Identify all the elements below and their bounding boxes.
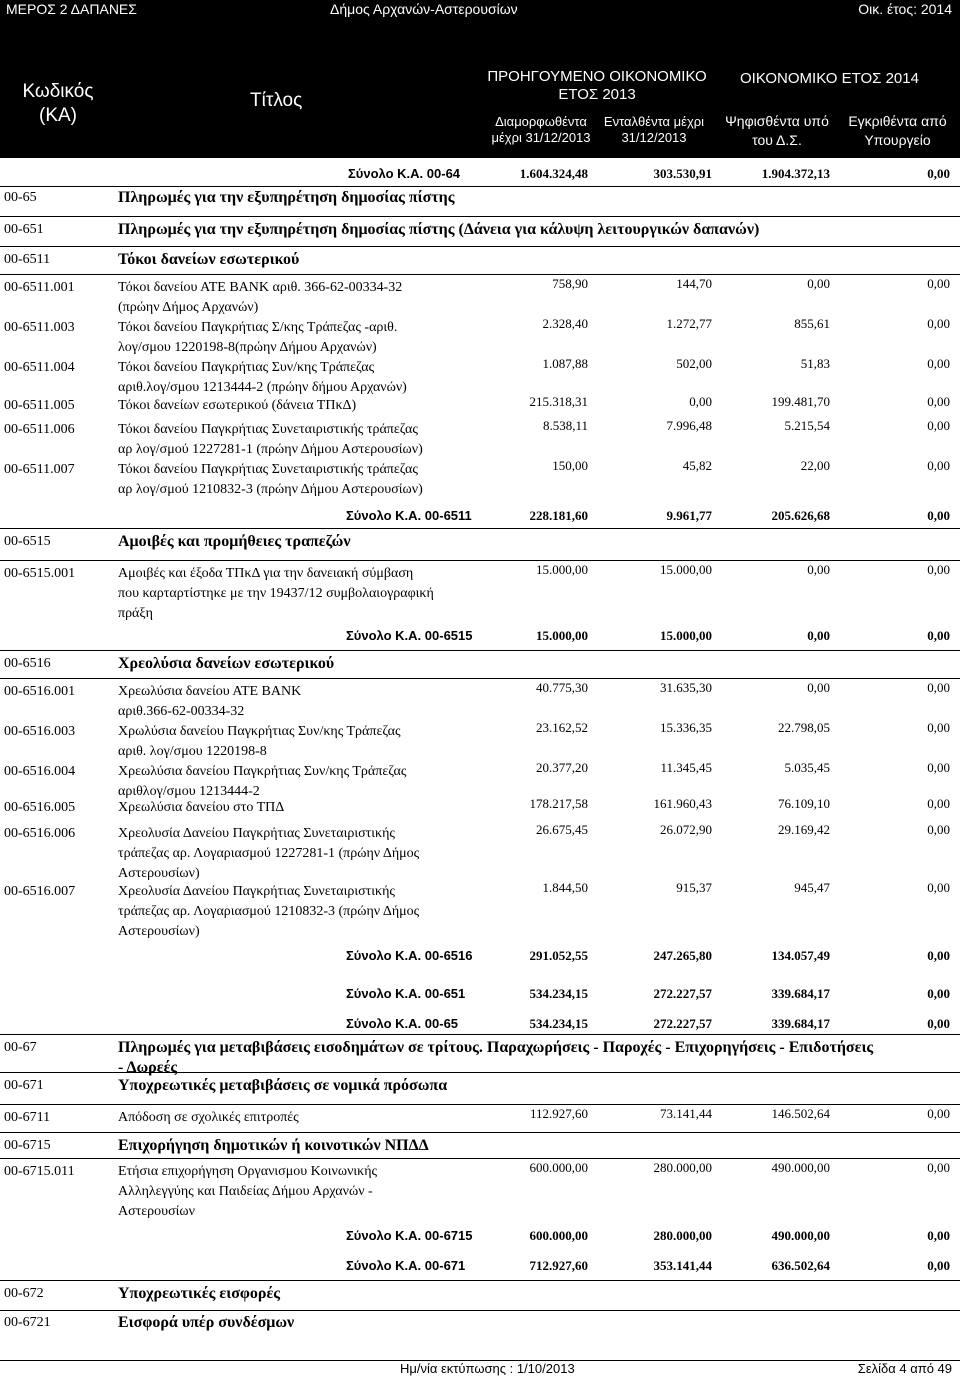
row-code: 00-65: [4, 190, 37, 205]
section-rule: [0, 1072, 960, 1073]
value-cell: 215.318,31: [529, 394, 588, 409]
subtotal-value: 0,00: [927, 948, 950, 963]
row-description: Αμοιβές και έξοδα ΤΠκΔ για την δανειακή σύμβαση: [118, 566, 414, 581]
row-code: 00-672: [4, 1286, 44, 1301]
value-cell: 0,00: [927, 276, 950, 291]
row-description: τράπεζας αρ. Λογαριασμού 1210832-3 (πρώην Δήμος: [118, 904, 420, 919]
value-cell: 22.798,05: [778, 720, 830, 735]
row-description: αρ λογ/σμού 1227281-1 (πρώην Δήμου Αστερουσίων): [118, 442, 423, 457]
value-cell: 51,83: [800, 356, 830, 371]
section-title-cont: - Δωρεές: [118, 1059, 178, 1076]
subtotal-value: 0,00: [927, 1016, 950, 1031]
value-cell: 11.345,45: [660, 760, 712, 775]
value-cell: 945,47: [794, 880, 830, 895]
section-title: Υποχρεωτικές εισφορές: [118, 1285, 281, 1302]
subtotal-value: 15.000,00: [536, 628, 588, 643]
value-cell: 1.272,77: [666, 316, 712, 331]
section-title: Χρεολύσια δανείων εσωτερικού: [118, 655, 335, 672]
row-code: 00-6511.004: [4, 360, 75, 375]
row-code: 00-6511.007: [4, 462, 75, 477]
fiscal-year-label: Οικ. έτος: 2014: [858, 1, 952, 17]
row-code: 00-6516.007: [4, 884, 76, 899]
row-description: Τόκοι δανείου ΑΤΕ BANK αριθ. 366-62-00334-32: [118, 280, 403, 295]
row-code: 00-6516.006: [4, 826, 76, 841]
value-cell: 0,00: [927, 562, 950, 577]
value-cell: 26.072,90: [660, 822, 712, 837]
subtotal-value: 0,00: [927, 986, 950, 1001]
row-code: 00-6515: [4, 534, 51, 549]
row-code: 00-6516.003: [4, 724, 76, 739]
value-cell: 490.000,00: [771, 1160, 830, 1175]
row-description: Χρεωλύσια δανείου ΑΤΕ BANK: [118, 684, 302, 699]
section-title: Υποχρεωτικές μεταβιβάσεις σε νομικά πρόσωπα: [118, 1077, 448, 1094]
value-cell: 0,00: [927, 458, 950, 473]
section-rule: [0, 1132, 960, 1133]
section-rule: [0, 246, 960, 247]
section-rule: [0, 216, 960, 217]
table-header: [0, 18, 960, 158]
row-code: 00-651: [4, 222, 44, 237]
value-cell: 144,70: [676, 276, 712, 291]
value-cell: 7.996,48: [666, 418, 712, 433]
row-code: 00-6515.001: [4, 566, 76, 581]
municipality-label: Δήμος Αρχανών-Αστερουσίων: [330, 1, 518, 17]
row-code: 00-671: [4, 1078, 44, 1093]
row-description: Αλληλεγγύης και Παιδείας Δήμου Αρχανών -: [118, 1184, 373, 1199]
row-description: Χρεωλύσια δανείου Παγκρήτιας Συν/κης Τράπεζας: [118, 764, 407, 779]
subtotal-label: Σύνολο Κ.Α. 00-671: [346, 1258, 466, 1273]
row-description: Χρεωλύσια δανείου στο ΤΠΔ: [118, 800, 285, 815]
row-code: 00-6721: [4, 1315, 51, 1330]
subtotal-label: Σύνολο Κ.Α. 00-6715: [346, 1228, 473, 1243]
header-code: Κωδικός (ΚΑ): [22, 81, 94, 126]
value-cell: 31.635,30: [660, 680, 712, 695]
value-cell: 40.775,30: [536, 680, 588, 695]
row-description: αριθ.λογ/σμου 1213444-2 (πρώην δήμου Αρχανών): [118, 380, 407, 395]
subtotal-value: 205.626,68: [771, 508, 830, 523]
header-title: Τίτλος: [250, 90, 303, 111]
value-cell: 45,82: [682, 458, 712, 473]
value-cell: 5.215,54: [784, 418, 830, 433]
row-description: τράπεζας αρ. Λογαριασμού 1227281-1 (πρώην Δήμος: [118, 846, 420, 861]
value-cell: 161.960,43: [653, 796, 712, 811]
value-cell: 0,00: [927, 822, 950, 837]
row-code: 00-6516: [4, 656, 51, 671]
value-cell: 26.675,45: [536, 822, 588, 837]
subtotal-value: 636.502,64: [771, 1258, 830, 1273]
subtotal-label: Σύνολο Κ.Α. 00-6515: [346, 628, 473, 643]
subtotal-value: 0,00: [927, 628, 950, 643]
row-description: Τόκοι δανείου Παγκρήτιας Συνεταιριστικής τράπεζας: [118, 422, 418, 437]
value-cell: 0,00: [689, 394, 712, 409]
row-code: 00-6511.005: [4, 398, 75, 413]
value-cell: 76.109,10: [778, 796, 830, 811]
subtotal-value: 490.000,00: [771, 1228, 830, 1243]
row-description: αριθ. λογ/σμου 1220198-8: [118, 744, 267, 759]
subtotal-value: 534.234,15: [529, 986, 588, 1001]
value-cell: 280.000,00: [653, 1160, 712, 1175]
row-description: Τόκοι δανείου Παγκρήτιας Σ/κης Τράπεζας -αριθ.: [118, 320, 398, 335]
subtotal-label: Σύνολο Κ.Α. 00-64: [348, 166, 461, 181]
value-cell: 0,00: [927, 796, 950, 811]
subtotal-value: 272.227,57: [653, 1016, 712, 1031]
value-cell: 20.377,20: [536, 760, 588, 775]
section-rule: [0, 528, 960, 529]
row-description: αρ λογ/σμού 1210832-3 (πρώην Δήμου Αστερουσίων): [118, 482, 423, 497]
row-description: πράξη: [118, 606, 153, 621]
value-cell: 15.000,00: [536, 562, 588, 577]
subtotal-value: 0,00: [927, 1258, 950, 1273]
section-rule: [0, 1034, 960, 1035]
row-code: 00-6511.003: [4, 320, 75, 335]
value-cell: 29.169,42: [778, 822, 830, 837]
value-cell: 0,00: [927, 720, 950, 735]
subtotal-value: 247.265,80: [653, 948, 712, 963]
value-cell: 5.035,45: [784, 760, 830, 775]
section-title: Επιχορήγηση δημοτικών ή κοινοτικών ΝΠΔΔ: [118, 1137, 429, 1154]
value-cell: 1.844,50: [542, 880, 588, 895]
value-cell: 0,00: [927, 316, 950, 331]
row-description: Αστερουσίων: [118, 1204, 195, 1219]
subtotal-value: 134.057,49: [771, 948, 830, 963]
subtotal-value: 280.000,00: [653, 1228, 712, 1243]
section-title: Τόκοι δανείων εσωτερικού: [118, 251, 300, 268]
value-cell: 600.000,00: [529, 1160, 588, 1175]
row-description: Αστερουσίων): [118, 924, 200, 939]
value-cell: 2.328,40: [542, 316, 588, 331]
value-cell: 199.481,70: [771, 394, 830, 409]
value-cell: 146.502,64: [771, 1106, 830, 1121]
subtotal-value: 534.234,15: [529, 1016, 588, 1031]
row-code: 00-6715.011: [4, 1164, 75, 1179]
section-title: Εισφορά υπέρ συνδέσμων: [118, 1314, 295, 1331]
value-cell: 150,00: [552, 458, 588, 473]
row-code: 00-67: [4, 1040, 37, 1055]
header-formed: Διαμορφωθέντα μέχρι 31/12/2013: [491, 114, 591, 145]
value-cell: 112.927,60: [529, 1106, 588, 1121]
value-cell: 0,00: [927, 880, 950, 895]
subtotal-label: Σύνολο Κ.Α. 00-651: [346, 986, 466, 1001]
value-cell: 73.141,44: [660, 1106, 712, 1121]
header-voted: Ψηφισθέντα υπό του Δ.Σ.: [725, 113, 829, 148]
subtotal-value: 712.927,60: [529, 1258, 588, 1273]
row-description: Αστερουσίων): [118, 866, 200, 881]
header-ordered: Ενταλθέντα μέχρι 31/12/2013: [603, 114, 705, 145]
row-code: 00-6516.001: [4, 684, 76, 699]
value-cell: 15.336,35: [660, 720, 712, 735]
section-rule: [0, 1280, 960, 1281]
value-cell: 502,00: [676, 356, 712, 371]
subtotal-value: 1.904.372,13: [761, 166, 830, 181]
row-description: αριθλογ/σμου 1213444-2: [118, 784, 260, 799]
value-cell: 0,00: [927, 680, 950, 695]
row-code: 00-6516.004: [4, 764, 76, 779]
row-description: που καρταρτίστηκε με την 19437/12 συμβολαιογραφική: [118, 586, 434, 601]
section-title: Πληρωμές για την εξυπηρέτηση δημοσίας πίστης (Δάνεια για κάλυψη λειτουργικών δαπανών): [118, 221, 760, 238]
subtotal-value: 0,00: [807, 628, 830, 643]
header-approved: Εγκριθέντα από Υπουργείο: [848, 113, 947, 148]
row-code: 00-6711: [4, 1110, 51, 1125]
row-description: αριθ.366-62-00334-32: [118, 704, 245, 719]
row-code: 00-6511.001: [4, 280, 75, 295]
value-cell: 0,00: [927, 356, 950, 371]
subtotal-value: 1.604.324,48: [519, 166, 588, 181]
value-cell: 23.162,52: [536, 720, 588, 735]
value-cell: 0,00: [927, 1160, 950, 1175]
value-cell: 15.000,00: [660, 562, 712, 577]
subtotal-label: Σύνολο Κ.Α. 00-6511: [346, 508, 472, 523]
row-code: 00-6715: [4, 1138, 51, 1153]
value-cell: 855,61: [794, 316, 830, 331]
subtotal-value: 600.000,00: [529, 1228, 588, 1243]
top-bar: [0, 0, 960, 18]
value-cell: 0,00: [807, 680, 830, 695]
row-description: Τόκοι δανείου Παγκρήτιας Συν/κης Τράπεζας: [118, 360, 375, 375]
header-prev-year: ΠΡΟΗΓΟΥΜΕΝΟ ΟΙΚΟΝΟΜΙΚΟ ΕΤΟΣ 2013: [487, 68, 707, 103]
row-description: Τόκοι δανείου Παγκρήτιας Συνεταιριστικής τράπεζας: [118, 462, 418, 477]
value-cell: 178.217,58: [529, 796, 588, 811]
page-number: Σελίδα 4 από 49: [857, 1361, 952, 1376]
subtotal-value: 291.052,55: [529, 948, 588, 963]
value-cell: 915,37: [676, 880, 712, 895]
value-cell: 0,00: [807, 562, 830, 577]
subtotal-label: Σύνολο Κ.Α. 00-6516: [346, 948, 473, 963]
row-description: Χρεολυσία Δανείου Παγκρήτιας Συνεταιριστικής: [118, 826, 395, 841]
row-description: λογ/σμου 1220198-8(πρώην Δήμου Αρχανών): [118, 340, 377, 355]
print-date: Ημ/νία εκτύπωσης : 1/10/2013: [400, 1361, 575, 1376]
subtotal-value: 272.227,57: [653, 986, 712, 1001]
section-label: ΜΕΡΟΣ 2 ΔΑΠΑΝΕΣ: [6, 1, 137, 17]
subtotal-value: 339.684,17: [771, 1016, 830, 1031]
row-code: 00-6511: [4, 252, 51, 267]
section-rule: [0, 1310, 960, 1311]
value-cell: 0,00: [927, 418, 950, 433]
footer: [0, 1360, 960, 1376]
row-description: Χρωλύσια δανείου Παγκρήτιας Συν/κης Τράπεζας: [118, 724, 401, 739]
section-title: Πληρωμές για την εξυπηρέτηση δημοσίας πίστης: [118, 189, 455, 206]
subtotal-value: 9.961,77: [666, 508, 712, 523]
subtotal-value: 303.530,91: [653, 166, 712, 181]
section-title: Πληρωμές για μεταβιβάσεις εισοδημάτων σε τρίτους. Παραχωρήσεις - Παροχές - Επιχορηγήσεις - Επιδοτήσεις: [118, 1039, 874, 1056]
row-code: 00-6516.005: [4, 800, 76, 815]
value-cell: 8.538,11: [542, 418, 588, 433]
subtotal-value: 15.000,00: [660, 628, 712, 643]
section-rule: [0, 650, 960, 651]
row-description: Απόδοση σε σχολικές επιτροπές: [118, 1110, 299, 1125]
value-cell: 758,90: [552, 276, 588, 291]
subtotal-value: 0,00: [927, 1228, 950, 1243]
value-cell: 0,00: [807, 276, 830, 291]
value-cell: 22,00: [800, 458, 830, 473]
subtotal-value: 353.141,44: [653, 1258, 712, 1273]
value-cell: 0,00: [927, 760, 950, 775]
value-cell: 0,00: [927, 1106, 950, 1121]
row-code: 00-6511.006: [4, 422, 75, 437]
subtotal-value: 0,00: [927, 166, 950, 181]
section-title: Αμοιβές και προμήθειες τραπεζών: [118, 533, 351, 550]
value-cell: 0,00: [927, 394, 950, 409]
row-description: Χρεολυσία Δανείου Παγκρήτιας Συνεταιριστικής: [118, 884, 395, 899]
row-description: Ετήσια επιχορήγηση Οργανισμου Κοινωνικής: [118, 1164, 378, 1179]
subtotal-label: Σύνολο Κ.Α. 00-65: [346, 1016, 459, 1031]
subtotal-value: 0,00: [927, 508, 950, 523]
header-curr-year: ΟΙΚΟΝΟΜΙΚΟ ΕΤΟΣ 2014: [740, 70, 919, 87]
row-description: (πρώην Δήμος Αρχανών): [118, 300, 259, 315]
value-cell: 1.087,88: [542, 356, 588, 371]
row-description: Τόκοι δανείων εσωτερικού (δάνεια ΤΠκΔ): [118, 398, 357, 413]
subtotal-value: 339.684,17: [771, 986, 830, 1001]
subtotal-value: 228.181,60: [529, 508, 588, 523]
section-rule: [0, 186, 960, 187]
